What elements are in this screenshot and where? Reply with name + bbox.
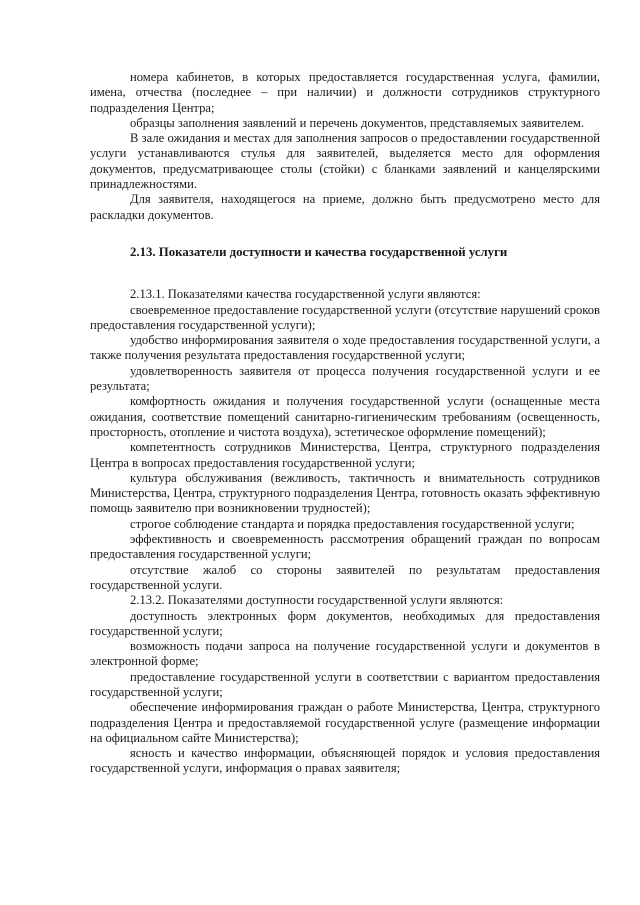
quality-indicator-paragraph: комфортность ожидания и получения государственной услуги (оснащенные места ожидания, соответствие помещений санитарно-гигиеническим требованиям (освещенность, просторность, отопление и чистота воздуха), эстетическое оформление помещений);: [90, 394, 600, 439]
paragraph: образцы заполнения заявлений и перечень документов, представляемых заявителем.: [130, 115, 585, 130]
accessibility-indicator-paragraph: возможность подачи запроса на получение государственной услуги и документов в электронной форме;: [90, 639, 600, 669]
quality-indicator-paragraph: отсутствие жалоб со стороны заявителей по результатам предоставления государственной услуги.: [90, 562, 600, 592]
quality-indicator-paragraph: культура обслуживания (вежливость, тактичность и внимательность сотрудников Министерства, Центра, структурного подразделения Центра, готовность оказать эффективную помощь заявителю при возникновении трудностей);: [90, 470, 600, 516]
quality-indicator-paragraph: своевременное предоставление государственной услуги (отсутствие нарушений сроков предоставления государственной услуги);: [90, 302, 600, 332]
accessibility-indicator-paragraph: обеспечение информирования граждан о работе Министерства, Центра, структурного подразделения Центра и предоставляемой государственной услуге (размещение информации на официальном сайте Министерства);: [90, 700, 600, 745]
accessibility-indicator-paragraph: ясность и качество информации, объясняющей порядок и условия предоставления государственной услуги, информация о правах заявителя;: [90, 746, 600, 776]
premises-requirements-block: [90, 70, 600, 223]
document-page: [90, 70, 600, 777]
accessibility-indicator-paragraph: 2.13.2. Показателями доступности государственной услуги являются:: [130, 593, 504, 608]
paragraph: номера кабинетов, в которых предоставляется государственная услуга, фамилии, имена, отчества (последнее – при наличии) и должности сотрудников структурного подразделения Центра;: [90, 70, 600, 115]
quality-indicator-paragraph: строгое соблюдение стандарта и порядка предоставления государственной услуги;: [130, 516, 575, 531]
quality-indicators-block: [90, 287, 600, 593]
section-heading: 2.13. Показатели доступности и качества государственной услуги: [130, 244, 508, 259]
accessibility-indicator-paragraph: предоставление государственной услуги в соответствии с вариантом предоставления государственной услуги;: [90, 669, 600, 699]
quality-indicator-paragraph: эффективность и своевременность рассмотрения обращений граждан по вопросам предоставления государственной услуги;: [90, 532, 600, 562]
quality-indicator-paragraph: 2.13.1. Показателями качества государственной услуги являются:: [130, 287, 481, 302]
quality-indicator-paragraph: удовлетворенность заявителя от процесса получения государственной услуги и ее результата;: [90, 363, 600, 394]
paragraph: В зале ожидания и местах для заполнения запросов о предоставлении государственной услуги устанавливаются стулья для заявителей, выделяется место для оформления документов, предусматривающее столы (стойки) с бланками заявлений и канцелярскими принадлежностями.: [90, 131, 600, 192]
quality-indicator-paragraph: удобство информирования заявителя о ходе предоставления государственной услуги, а также получения результата предоставления государственной услуги;: [90, 333, 600, 363]
accessibility-indicator-paragraph: доступность электронных форм документов, необходимых для предоставления государственной услуги;: [90, 608, 600, 638]
paragraph: Для заявителя, находящегося на приеме, должно быть предусмотрено место для раскладки документов.: [90, 192, 600, 222]
accessibility-indicators-block: [90, 593, 600, 777]
quality-indicator-paragraph: компетентность сотрудников Министерства, Центра, структурного подразделения Центра в вопросах предоставления государственной услуги;: [90, 440, 600, 470]
